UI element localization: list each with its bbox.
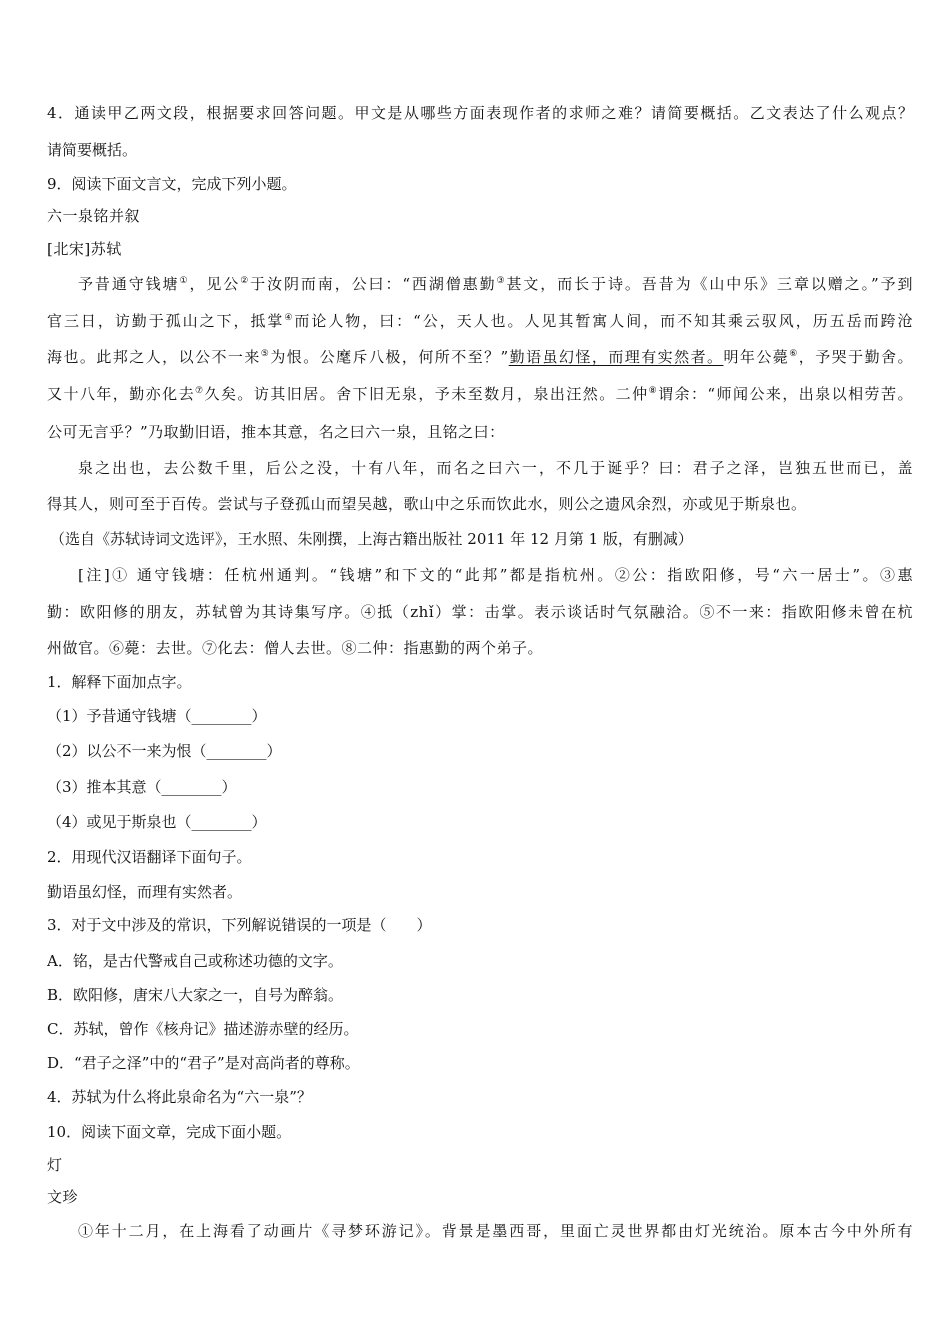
text-run: 甚文，而长于诗。吾昔为《山中乐》三章以赠之。”予到 [506,275,913,293]
text-run: 于汝阴而南，公曰：“西湖僧惠勤 [250,275,497,293]
q9-sub1-item: （1）予昔通守钱塘（________） [47,707,267,725]
q9-sub2: 2．用现代汉语翻译下面句子。 [47,848,252,866]
q9-source: （选自《苏轼诗词文选评》，王水照、朱刚撰，上海古籍出版社 2011 年 12 月第 1 版，有删减） [50,530,693,548]
q9-intro: 9．阅读下面文言文，完成下列小题。 [47,175,297,193]
text-run: 谓余：“师闻公来，出泉以相劳苦。 [658,385,913,403]
text-run: 予昔通守钱塘 [78,275,180,293]
footnote-marker: ④ [284,313,295,323]
footnote-marker: ③ [496,276,507,286]
q9-p1-line3 [47,347,913,367]
q9-p2-line1: 泉之出也，去公数千里，后公之没，十有八年，而名之曰六一，不几于诞乎？曰：君子之泽，岂独五世而已，盖 [78,459,913,477]
q9-p1-line1 [78,274,913,294]
text-run: 明年公薨 [723,348,790,366]
q9-notes-line2: 勤：欧阳修的朋友，苏轼曾为其诗集写序。④抵（zhǐ）掌：击掌。表示谈话时气氛融洽。⑤不一来：指欧阳修未曾在杭 [47,603,913,621]
q9-sub1-item: （4）或见于斯泉也（________） [47,813,267,831]
text-run: 久矣。访其旧居。舍下旧无泉，予未至数月，泉出汪然。二仲 [204,385,649,403]
q9-sub1-item: （2）以公不一来为恨（________） [47,742,282,760]
q9-sub3-option: A．铭，是古代警戒自己或称述功德的文字。 [47,952,343,970]
footnote-marker: ⑦ [195,386,205,396]
q9-sub1: 1．解释下面加点字。 [47,673,192,691]
q9-p2-line2: 得其人，则可至于百传。尝试与子登孤山而望吴越，歌山中之乐而饮此水，则公之遗风余烈，亦或见于斯泉也。 [47,495,807,513]
q9-passage-title: 六一泉铭并叙 [47,207,141,225]
text-run: 而论人物，曰：“公，天人也。人见其暂寓人间，而不知其乘云驭风，历五岳而跨沧 [294,312,913,330]
underlined-sentence: 勤语虽幻怪，而理有实然者。 [508,348,724,366]
q9-p1-line4 [47,384,913,404]
q9-sub3-option: C．苏轼，曾作《核舟记》描述游赤壁的经历。 [47,1020,359,1038]
text-run: 海也。此邦之人，以公不一来 [47,348,261,366]
q4-extra-line1: 4．通读甲乙两文段，根据要求回答问题。甲文是从哪些方面表现作者的求师之难？请简要概括。乙文表达了什么观点？ [47,104,913,122]
q10-intro: 10．阅读下面文章，完成下面小题。 [47,1123,292,1141]
footnote-marker: ① [179,276,190,286]
q10-passage-author: 文珍 [47,1188,79,1206]
q9-sub4: 4．苏轼为什么将此泉命名为“六一泉”？ [47,1088,312,1106]
text-run: 为恨。公麾斥八极，何所不至？” [270,348,509,366]
footnote-marker: ⑥ [789,349,799,359]
text-run: ，见公 [189,275,241,293]
q10-p1: ①年十二月，在上海看了动画片《寻梦环游记》。背景是墨西哥，里面亡灵世界都由灯光统治。原本古今中外所有 [78,1222,913,1240]
q10-passage-title: 灯 [47,1156,63,1174]
text-run: 官三日，访勤于孤山之下，抵掌 [47,312,285,330]
q9-notes-line1: [注]① 通守钱塘：任杭州通判。“钱塘”和下文的“此邦”都是指杭州。②公：指欧阳修，号“六一居士”。③惠 [78,566,913,584]
text-run: 又十八年，勤亦化去 [47,385,196,403]
q9-sub3-option: D．“君子之泽”中的“君子”是对高尚者的尊称。 [47,1054,360,1072]
footnote-marker: ⑤ [260,349,271,359]
footnote-marker: ⑧ [648,386,659,396]
q9-sub3: 3．对于文中涉及的常识，下列解说错误的一项是（ ） [47,916,432,934]
q9-p1-line2 [47,311,913,331]
q9-sub2-sentence: 勤语虽幻怪，而理有实然者。 [47,883,243,901]
q9-notes-line3: 州做官。⑥薨：去世。⑦化去：僧人去世。⑧二仲：指惠勤的两个弟子。 [47,639,544,657]
q9-sub3-option: B．欧阳修，唐宋八大家之一，自号为醉翁。 [47,986,344,1004]
q9-passage-author: [北宋]苏轼 [47,240,122,258]
q4-extra-line2: 请简要概括。 [47,141,138,159]
q9-p1-line5: 公可无言乎？”乃取勤旧语，推本其意，名之曰六一泉，且铭之曰： [47,423,505,441]
text-run: ，予哭于勤舍。 [798,348,913,366]
footnote-marker: ② [240,276,251,286]
q9-sub1-item: （3）推本其意（________） [47,778,237,796]
